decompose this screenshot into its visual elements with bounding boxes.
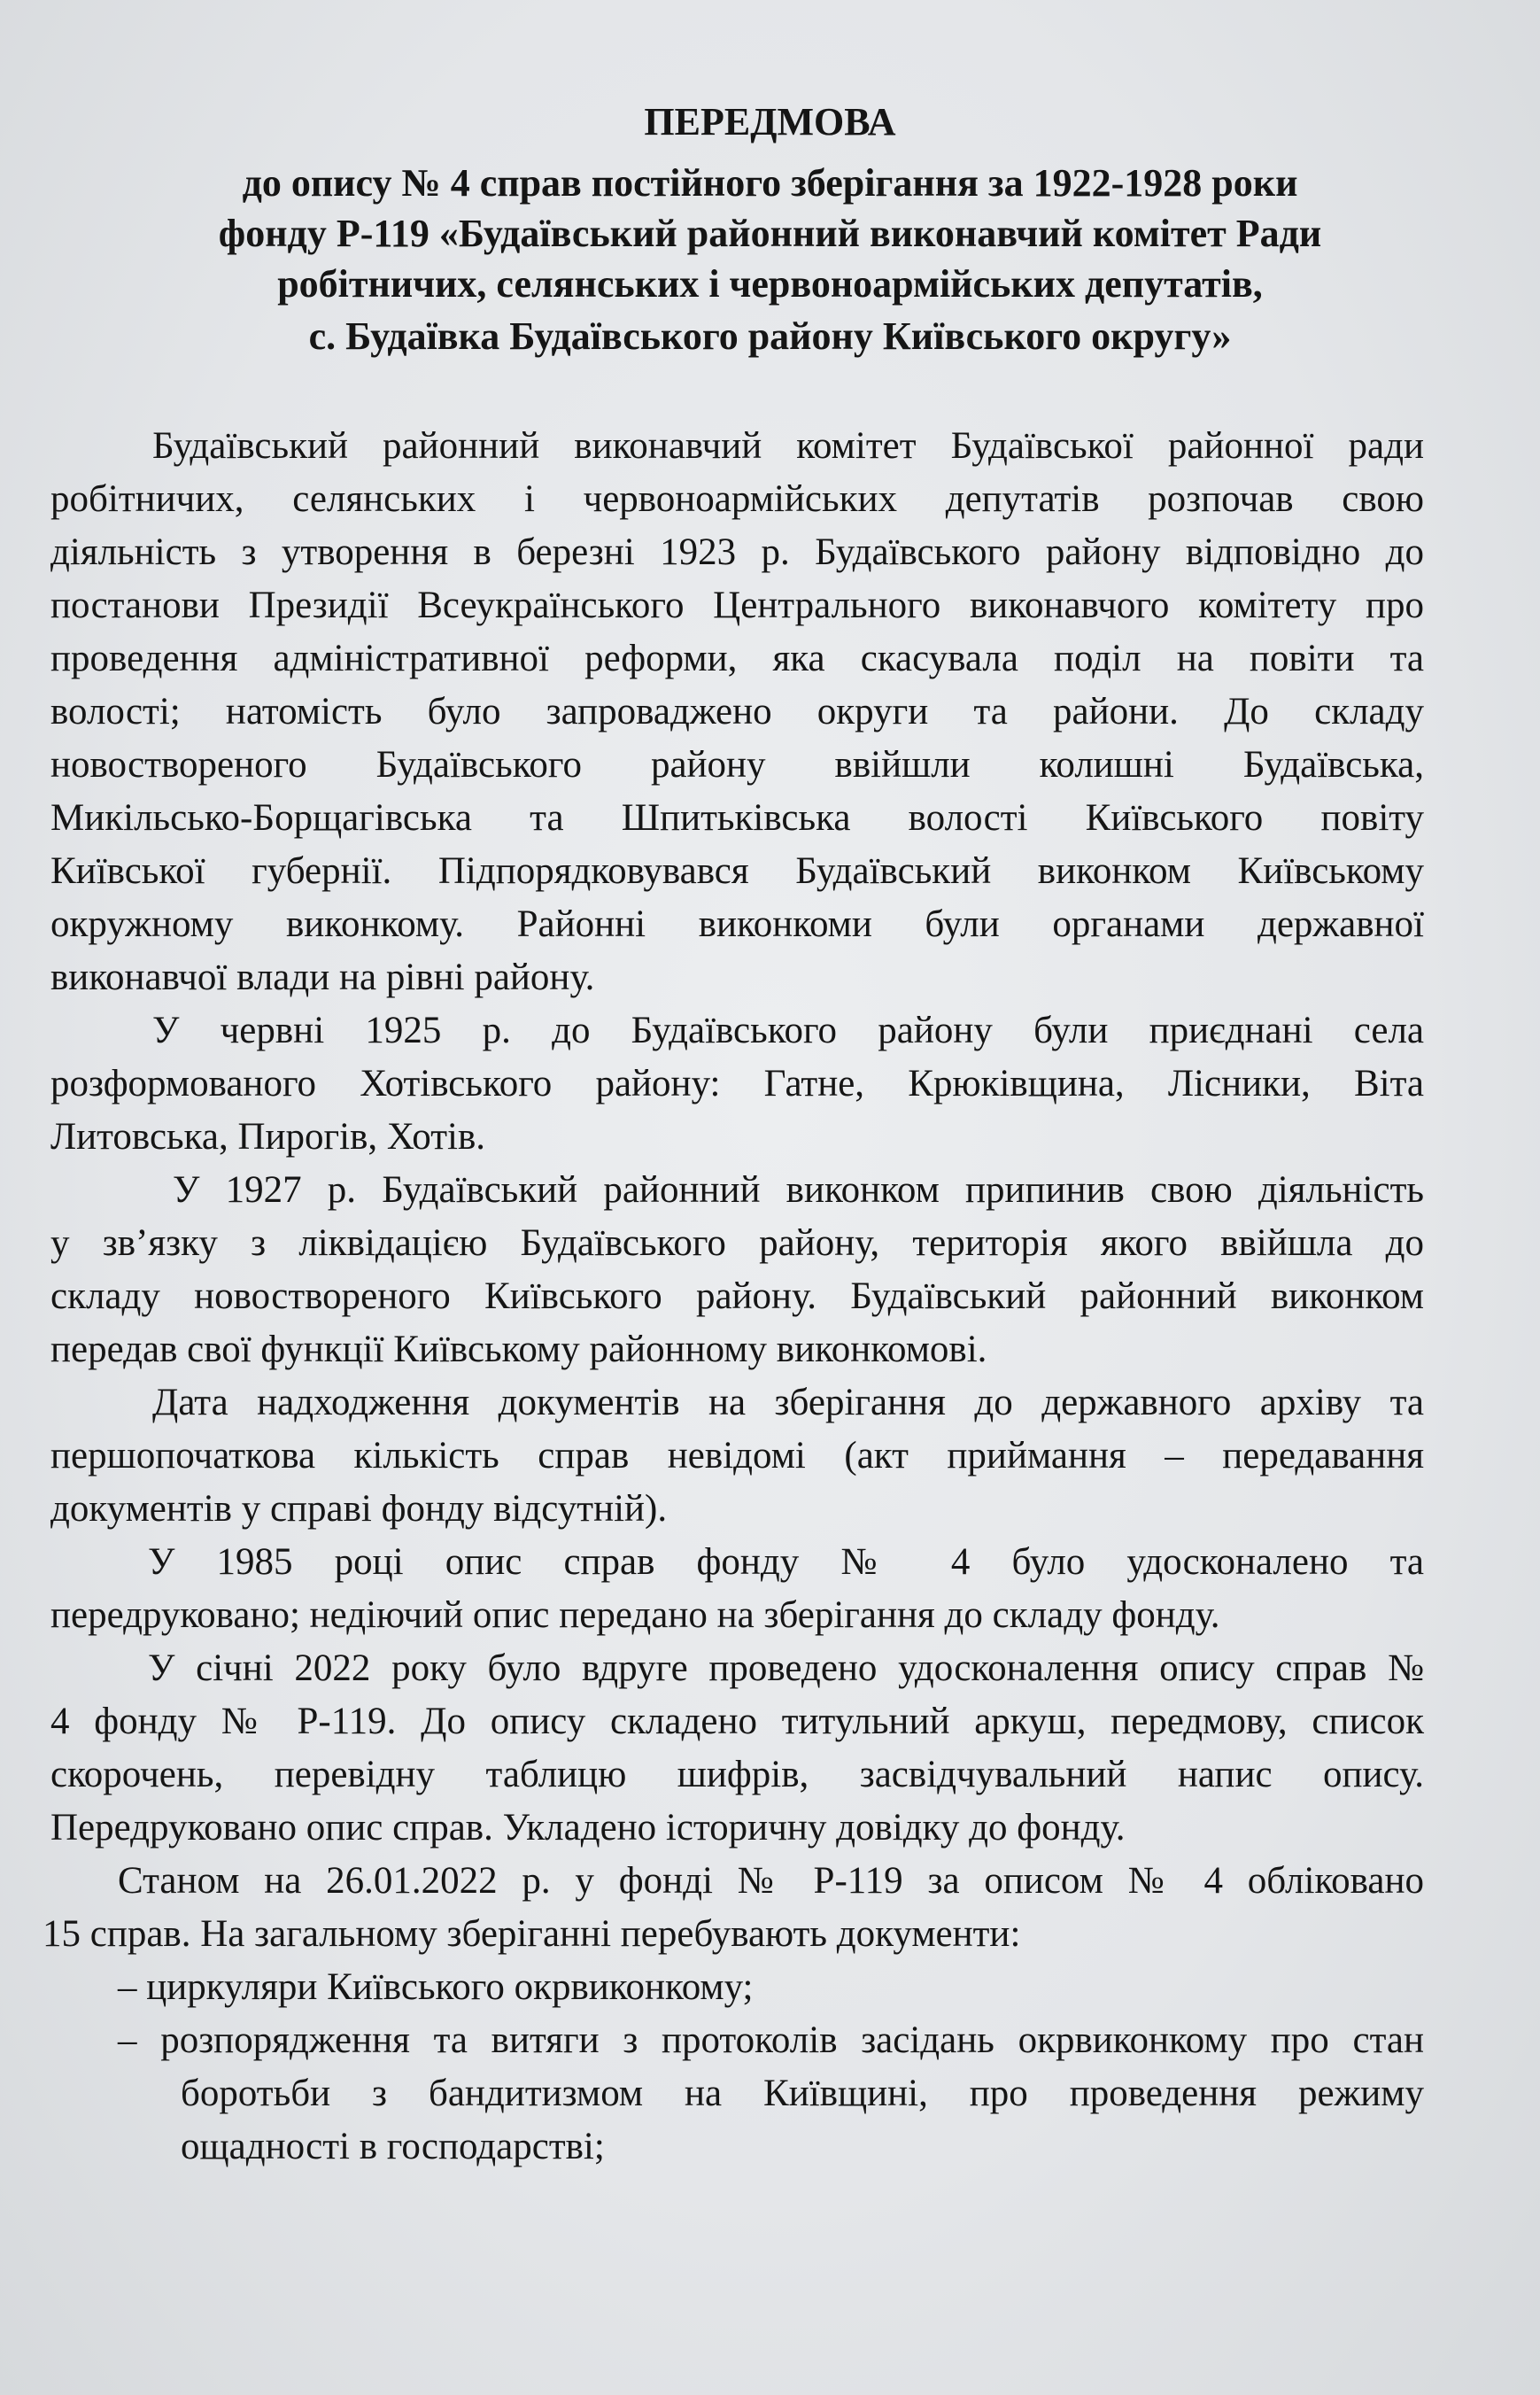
subtitle-line: робітничих, селянських і червоноармійських депутатів, [277, 262, 1263, 306]
paragraph-line: документів у справі фонду відсутній). [50, 1488, 668, 1530]
paragraph-line: волості; натомість було запроваджено округи та райони. До складу [50, 691, 1424, 732]
paragraph-line: передруковано; недіючий опис передано на зберігання до складу фонду. [50, 1594, 1220, 1636]
paragraph-line: Київської губернії. Підпорядковувався Будаївський виконком Київському [50, 850, 1424, 892]
list-item-line: ощадності в господарстві; [181, 2126, 605, 2167]
paragraph-line: проведення адміністративної реформи, яка скасувала поділ на повіти та [50, 638, 1424, 679]
paragraph-line: 15 справ. На загальному зберіганні перебувають документи: [43, 1913, 1021, 1955]
paragraph-line: робітничих, селянських і червоноармійських депутатів розпочав свою [50, 478, 1424, 520]
paragraph-line: першопочаткова кількість справ невідомі (акт приймання – передавання [50, 1435, 1424, 1477]
paragraph-line: складу новоствореного Київського району. Будаївський районний виконком [50, 1275, 1424, 1317]
paragraph-line: передав свої функції Київському районному виконкомові. [50, 1329, 987, 1370]
list-item-line: боротьби з бандитизмом на Київщині, про проведення режиму [181, 2073, 1424, 2114]
paragraph-line: розформованого Хотівського району: Гатне, Крюківщина, Лісники, Віта [50, 1063, 1424, 1104]
paragraph-line: діяльність з утворення в березні 1923 р. Будаївського району відповідно до [50, 531, 1424, 573]
subtitle-line: фонду Р-119 «Будаївський районний виконавчий комітет Ради [218, 212, 1322, 255]
paragraph-line: Передруковано опис справ. Укладено історичну довідку до фонду. [50, 1807, 1126, 1849]
paragraph-line: 4 фонду № Р-119. До опису складено титульний аркуш, передмову, список [50, 1701, 1424, 1742]
list-item-line: – розпорядження та витяги з протоколів засідань окрвиконкому про стан [118, 2019, 1424, 2061]
list-item-line: – циркуляри Київського окрвиконкому; [118, 1966, 754, 2008]
paragraph-line: новоствореного Будаївського району ввійшли колишні Будаївська, [50, 744, 1424, 786]
paragraph-line: У червні 1925 р. до Будаївського району були приєднані села [152, 1010, 1424, 1051]
subtitle-line: до опису № 4 справ постійного зберігання за 1922-1928 роки [242, 161, 1298, 205]
page-title: ПЕРЕДМОВА [644, 100, 896, 143]
paragraph-line: Станом на 26.01.2022 р. у фонді № Р-119 за описом № 4 обліковано [118, 1860, 1424, 1902]
paragraph-line: виконавчої влади на рівні району. [50, 957, 595, 998]
paragraph-line: Литовська, Пирогів, Хотів. [50, 1116, 485, 1158]
paragraph-line: скорочень, перевідну таблицю шифрів, засвідчувальний напис опису. [50, 1754, 1424, 1795]
paragraph-line: у зв’язку з ліквідацією Будаївського району, територія якого ввійшла до [50, 1222, 1424, 1264]
paragraph-line: Дата надходження документів на зберігання до державного архіву та [152, 1382, 1424, 1423]
paragraph-line: Будаївський районний виконавчий комітет Будаївської районної ради [152, 425, 1424, 467]
paragraph-line: У січні 2022 року було вдруге проведено удосконалення опису справ № [148, 1647, 1424, 1689]
paragraph-line: Микільсько-Борщагівська та Шпитьківська волості Київського повіту [50, 797, 1424, 839]
paragraph-line: У 1927 р. Будаївський районний виконком припинив свою діяльність [173, 1169, 1424, 1211]
paragraph-line: постанови Президії Всеукраїнського Центрального виконавчого комітету про [50, 585, 1424, 626]
paragraph-line: У 1985 році опис справ фонду № 4 було удосконалено та [148, 1541, 1424, 1583]
subtitle-line: с. Будаївка Будаївського району Київського округу» [308, 314, 1232, 358]
paragraph-line: окружному виконкому. Районні виконкоми були органами державної [50, 903, 1424, 945]
